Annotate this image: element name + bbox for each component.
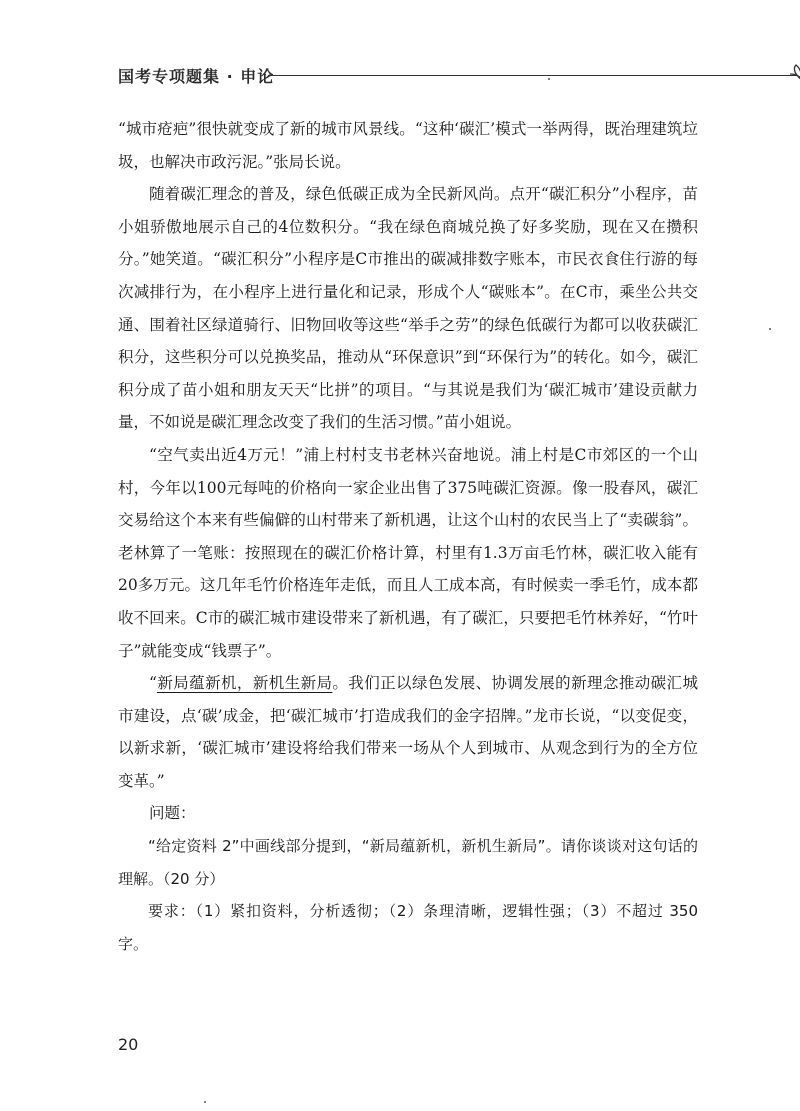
question-text: “给定资料 2”中画线部分提到，“新局蕴新机，新机生新局”。请你谈谈对这句话的理解。（20 分） — [118, 837, 698, 888]
quote-open: “ — [149, 674, 157, 693]
page-number: 20 — [118, 1035, 139, 1054]
scan-speck — [769, 328, 771, 330]
header-rule — [268, 75, 798, 76]
scan-speck — [204, 1101, 206, 1103]
paragraph-1: “城市疮疤”很快就变成了新的城市风景线。“这种‘碳汇’模式一举两得，既治理建筑垃圾，也解决市政污泥。”张局长说。 — [118, 120, 698, 171]
underlined-phrase: 新局蕴新机，新机生新局 — [156, 674, 333, 693]
question-requirements: 要求：（1）紧扣资料，分析透彻；（2）条理清晰，逻辑性强；（3）不超过 350 字。 — [118, 902, 698, 953]
question-label: 问题： — [149, 804, 196, 823]
paragraph-2: 随着碳汇理念的普及，绿色低碳正成为全民新风尚。点开“碳汇积分”小程序，苗小姐骄傲地展示自己的4位数积分。“我在绿色商城兑换了好多奖励，现在又在攒积分。”她笑道。“碳汇积分”小程序是C市推出的碳减排数字账本，市民衣食住行游的每次减排行为，在小程序上进行量化和记录，形成个人“碳账本”。在C市，乘坐公共交通、围着社区绿道骑行、旧物回收等这些“举手之劳”的绿色低碳行为都可以收获碳汇积分，这些积分可以兑换奖品，推动从“环保意识”到“环保行为”的转化。如今，碳汇积分成了苗小姐和朋友天天“比拼”的项目。“与其说是我们为‘碳汇城市’建设贡献力量，不如说是碳汇理念改变了我们的生活习惯。”苗小姐说。 — [118, 185, 698, 432]
header-title: 国考专项题集 · 申论 — [118, 67, 275, 86]
paragraph-3: “空气卖出近4万元！”浦上村村支书老林兴奋地说。浦上村是C市郊区的一个山村，今年以100元每吨的价格向一家企业出售了375吨碳汇资源。像一股春风，碳汇交易给这个本来有些偏僻的山村带来了新机遇，让这个山村的农民当上了“卖碳翁”。老林算了一笔账：按照现在的碳汇价格计算，村里有1.3万亩毛竹林，碳汇收入能有20多万元。这几年毛竹价格连年走低，而且人工成本高，有时候卖一季毛竹，成本都收不回来。C市的碳汇城市建设带来了新机遇，有了碳汇，只要把毛竹林养好，“竹叶子”就能变成“钱票子”。 — [118, 445, 698, 660]
article-body — [118, 113, 698, 960]
paragraph-4 — [118, 667, 698, 797]
scan-speck — [548, 78, 550, 80]
sprout-icon — [786, 60, 800, 88]
paragraph-4-rest: 。我们正以绿色发展、协调发展的新理念推动碳汇城市建设，点‘碳’成金，把‘碳汇城市’打造成我们的金字招牌。”龙市长说，“以变促变，以新求新，‘碳汇城市’建设将给我们带来一场从个人到城市、从观念到行为的全方位变革。” — [118, 674, 698, 790]
running-header — [118, 60, 718, 90]
